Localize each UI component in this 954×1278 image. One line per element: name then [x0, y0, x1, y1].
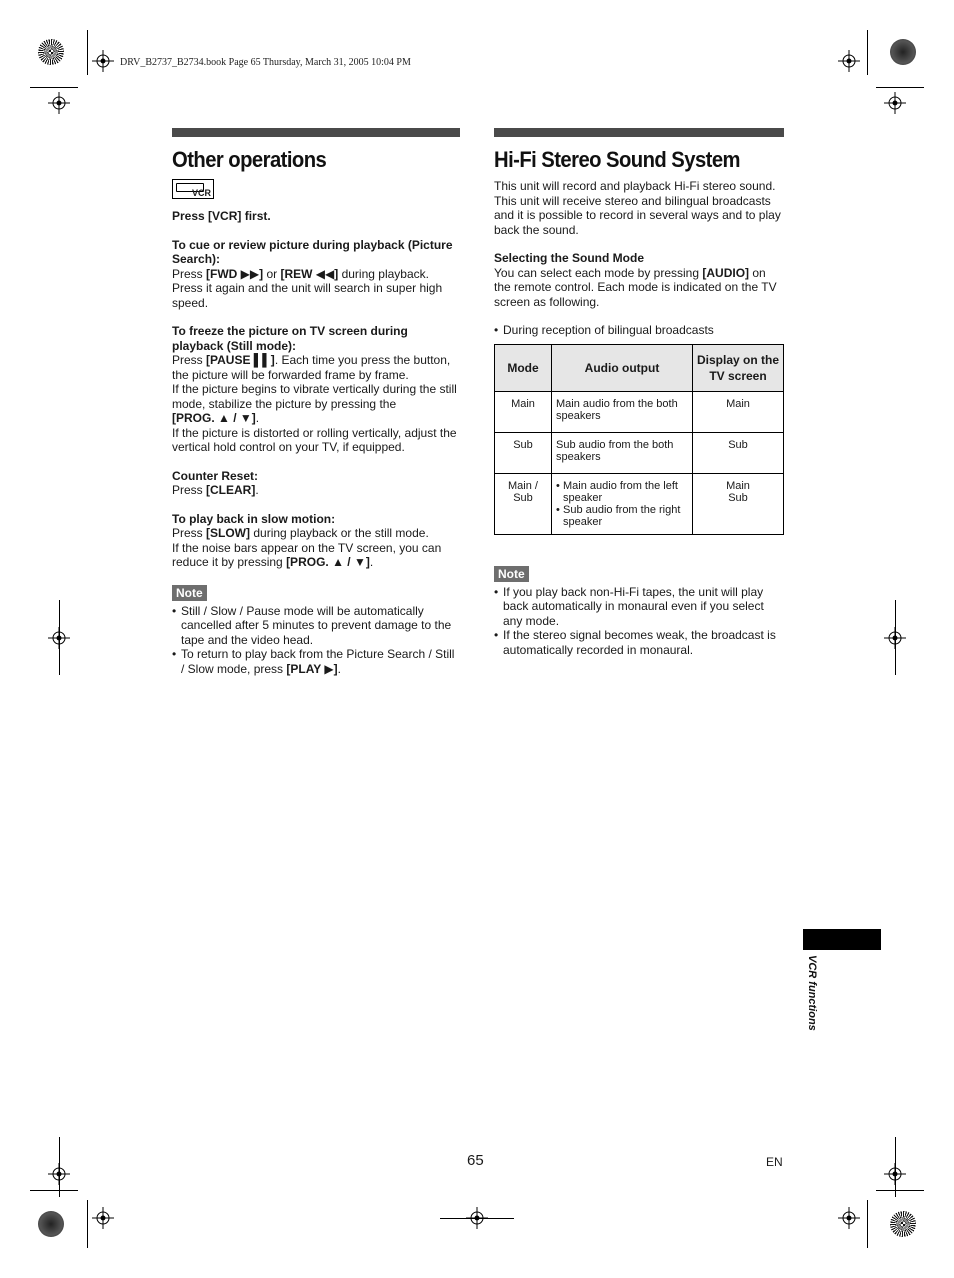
table-row	[495, 473, 784, 534]
intro-text: Press [VCR] first.	[172, 209, 271, 223]
table-header: Audio output	[552, 344, 693, 391]
crop-line	[876, 1190, 924, 1191]
section-title: Hi-Fi Stereo Sound System	[494, 147, 740, 172]
other-operations-section	[172, 128, 460, 676]
language-code: EN	[766, 1155, 783, 1169]
slow-heading: To play back in slow motion:	[172, 511, 336, 526]
display-cell: Main Sub	[693, 473, 784, 534]
bilingual-list	[494, 323, 784, 338]
output-cell: Main audio from the both speakers	[552, 391, 693, 432]
output-cell	[552, 473, 693, 534]
crop-line	[895, 1137, 896, 1197]
hifi-section	[494, 128, 784, 657]
fwd-key: [FWD ▶▶]	[206, 266, 264, 281]
book-info-line: DRV_B2737_B2734.book Page 65 Thursday, March 31, 2005 10:04 PM	[120, 57, 411, 68]
note-item: • Still / Slow / Pause mode will be automatically cancelled after 5 minutes to prevent damage to the tape and the video head.	[172, 604, 460, 648]
display-cell: Sub	[693, 432, 784, 473]
still-heading: To freeze the picture on TV screen during playback (Still mode):	[172, 324, 408, 353]
slow-instructions-2: If the noise bars appear on the TV screen, you can reduce it by pressing [PROG. ▲ / ▼].	[172, 540, 442, 569]
display-cell: Main	[693, 391, 784, 432]
color-target-icon	[890, 1211, 916, 1237]
crop-line	[876, 87, 924, 88]
registration-mark-icon	[838, 1207, 860, 1229]
search-instructions: Press [FWD ▶▶] or [REW ◀◀] during playback.	[172, 266, 429, 281]
sound-mode-instructions: You can select each mode by pressing [AUDIO] on the remote control. Each mode is indicated on the TV screen as following.	[494, 265, 777, 309]
search-heading: To cue or review picture during playback (Picture Search):	[172, 237, 453, 266]
mode-cell: Sub	[495, 432, 552, 473]
still-instructions: Press [PAUSE ▌▌]. Each time you press the button, the picture will be forwarded frame by frame.	[172, 353, 451, 382]
registration-mark-icon	[884, 92, 906, 114]
color-target-icon	[38, 39, 64, 65]
crop-line	[440, 1218, 514, 1219]
crop-line	[59, 1137, 60, 1197]
table-header: Mode	[495, 344, 552, 391]
clear-key: [CLEAR]	[206, 483, 256, 497]
audio-key: [AUDIO]	[702, 265, 750, 280]
note-item: • To return to play back from the Picture Search / Still / Slow mode, press [PLAY ▶].	[172, 647, 460, 676]
color-target-icon	[890, 39, 916, 65]
chapter-tab	[803, 929, 881, 950]
counter-heading: Counter Reset:	[172, 468, 259, 483]
mode-cell: Main / Sub	[495, 473, 552, 534]
section-bar	[494, 128, 784, 137]
note-list	[494, 585, 784, 658]
crop-line	[30, 1190, 78, 1191]
crop-line	[867, 1200, 868, 1248]
note-item: • If you play back non-Hi-Fi tapes, the unit will play back automatically in monaural even if you select any mode.	[494, 585, 784, 629]
prog-key: [PROG. ▲ / ▼]	[286, 555, 370, 569]
pause-key: [PAUSE ▌▌]	[206, 353, 275, 367]
section-title: Other operations	[172, 147, 327, 172]
note-label: Note	[172, 585, 207, 601]
search-instructions-2: Press it again and the unit will search in super high speed.	[172, 281, 443, 310]
output-cell: Sub audio from the both speakers	[552, 432, 693, 473]
crop-line	[30, 87, 78, 88]
sound-mode-heading: Selecting the Sound Mode	[494, 251, 645, 265]
page-number: 65	[467, 1152, 484, 1169]
table-row	[495, 391, 784, 432]
slow-instructions: Press [SLOW] during playback or the still mode.	[172, 526, 429, 540]
rew-key: [REW ◀◀]	[280, 266, 339, 281]
registration-mark-icon	[48, 92, 70, 114]
registration-mark-icon	[92, 50, 114, 72]
color-target-icon	[38, 1211, 64, 1237]
note-label: Note	[494, 566, 529, 582]
section-bar	[172, 128, 460, 137]
play-key: [PLAY ▶]	[286, 661, 338, 676]
bilingual-item: • During reception of bilingual broadcasts	[494, 323, 784, 338]
table-header: Display on the TV screen	[693, 344, 784, 391]
vcr-icon	[172, 179, 214, 199]
note-list	[172, 604, 460, 677]
chapter-label: VCR functions	[806, 955, 818, 1031]
note-item: • If the stereo signal becomes weak, the broadcast is automatically recorded in monaural.	[494, 628, 784, 657]
crop-line	[59, 600, 60, 675]
table-row	[495, 432, 784, 473]
crop-line	[87, 30, 88, 75]
mode-cell: Main	[495, 391, 552, 432]
output-item: • Main audio from the left speaker	[556, 480, 688, 504]
table-header-row	[495, 344, 784, 391]
crop-line	[87, 1200, 88, 1248]
still-instructions-3: If the picture is distorted or rolling vertically, adjust the vertical hold control on your TV, if equipped.	[172, 425, 457, 454]
slow-key: [SLOW]	[206, 526, 251, 540]
counter-instructions: Press [CLEAR].	[172, 483, 259, 497]
vcr-icon-label: VCR	[191, 188, 211, 198]
prog-key: [PROG. ▲ / ▼]	[172, 411, 256, 425]
registration-mark-icon	[838, 50, 860, 72]
output-item: • Sub audio from the right speaker	[556, 504, 688, 528]
registration-mark-icon	[92, 1207, 114, 1229]
still-instructions-2: If the picture begins to vibrate vertically during the still mode, stabilize the picture by pressing the [PROG. ▲ / ▼].	[172, 382, 457, 425]
hifi-intro: This unit will record and playback Hi-Fi stereo sound. This unit will receive stereo and bilingual broadcasts and it is possible to record in several ways and to play back the sound.	[494, 179, 781, 237]
sound-mode-table	[494, 344, 784, 535]
crop-line	[895, 600, 896, 675]
crop-line	[867, 30, 868, 75]
